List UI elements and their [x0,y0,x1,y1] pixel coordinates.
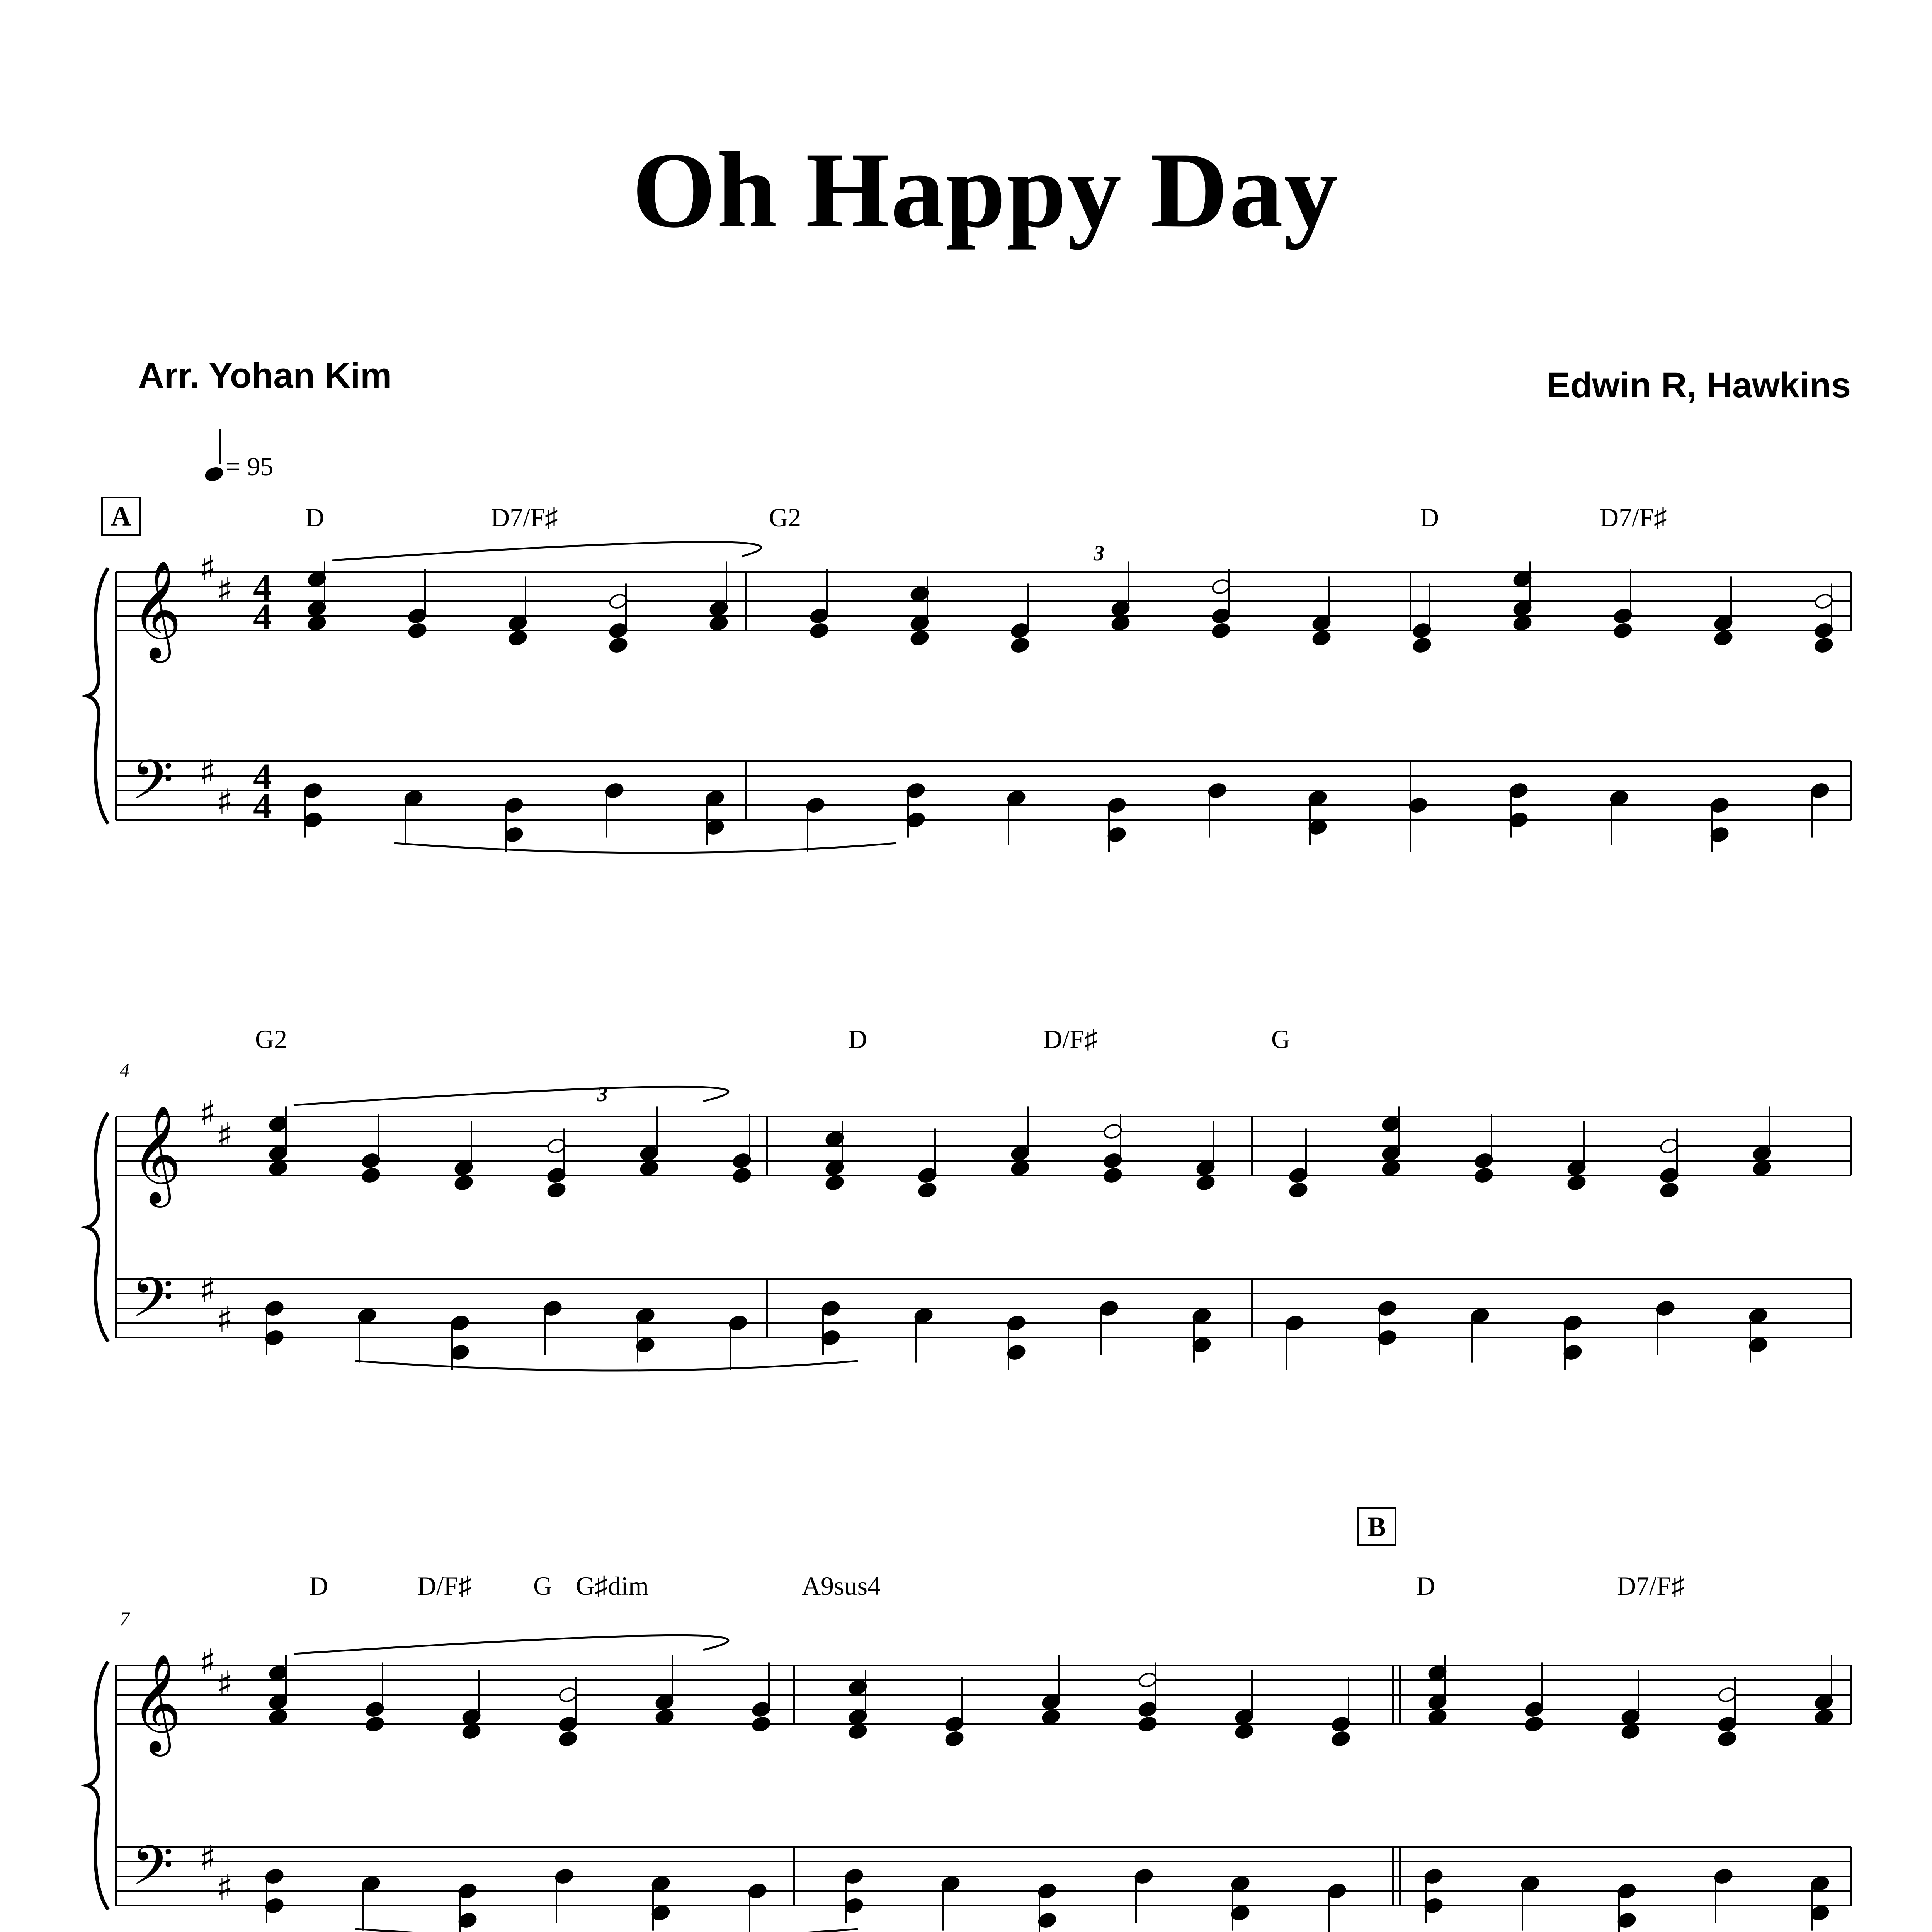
time-signature-denominator: 4 [253,596,272,637]
note-head [1613,622,1633,639]
chord-symbol: G♯dim [576,1571,649,1600]
note-head [1041,1708,1061,1725]
sharp-icon: ♯ [199,1093,216,1134]
time-signature-denominator: 4 [253,785,272,827]
tuplet-label: 3 [1094,541,1104,565]
note-head [1566,1174,1587,1191]
note-head [508,629,528,646]
note-head [1717,1730,1737,1747]
measure-number: 7 [120,1608,129,1629]
note-head [307,614,327,632]
slur [294,1087,728,1105]
sharp-icon: ♯ [216,1299,233,1340]
sharp-icon: ♯ [199,548,216,589]
treble-clef-icon: 𝄞 [131,560,182,658]
measure-number: 4 [120,1059,129,1081]
note-head [848,1723,868,1740]
note-head [268,1708,288,1725]
note-head [1311,629,1332,646]
note-head [1111,614,1131,632]
time-signature-numerator: 4 [253,756,272,797]
note-head [1474,1167,1494,1184]
staff-system-3 [0,1607,1932,1932]
chord-symbol: D7/F♯ [1617,1571,1684,1600]
note-head [1211,622,1231,639]
note-head [1381,1159,1401,1177]
note-head [558,1730,578,1747]
sharp-icon: ♯ [199,1838,216,1879]
arranger-credit: Arr. Yohan Kim [138,356,392,395]
note-head [917,1181,937,1199]
sharp-icon: ♯ [216,1664,233,1704]
note-head [1621,1723,1641,1740]
note-head [1196,1174,1216,1191]
note-head [1138,1715,1158,1733]
staff-system-1 [0,537,1932,885]
note-head [454,1174,474,1191]
note-head [1713,629,1733,646]
note-head [268,1159,288,1177]
note-head [751,1715,771,1733]
note-head [407,622,427,639]
sharp-icon: ♯ [199,1270,216,1311]
bass-clef-icon: 𝄢 [131,1266,174,1343]
chord-symbol: D7/F♯ [1600,503,1667,532]
note-head [732,1167,752,1184]
bass-clef-icon: 𝄢 [131,748,174,825]
note-head [361,1167,381,1184]
note-head [461,1723,481,1740]
sharp-icon: ♯ [216,1115,233,1156]
note-head [655,1708,675,1725]
chord-symbol: G2 [255,1024,287,1054]
brace-icon [87,568,108,824]
treble-clef-icon: 𝄞 [131,1653,182,1752]
sharp-icon: ♯ [216,1867,233,1908]
chord-symbol: D [305,503,325,532]
note-head [1103,1167,1123,1184]
note-head [809,622,829,639]
note-head [1412,636,1432,654]
chord-symbol: D7/F♯ [491,503,558,532]
chord-symbol: D [848,1024,867,1054]
note-head [1814,1708,1834,1725]
brace-icon [87,1662,108,1910]
composer-credit: Edwin R, Hawkins [1546,366,1851,405]
slur [332,542,761,560]
tempo-marking [205,440,273,482]
staff-system-2 [0,1059,1932,1445]
tie [355,1929,858,1932]
rehearsal-mark-a: A [101,497,141,536]
treble-clef-icon: 𝄞 [131,1104,182,1203]
chord-symbol: G [1271,1024,1291,1054]
tuplet-label: 3 [597,1082,608,1106]
note-head [608,636,628,654]
note-head [1010,1159,1030,1177]
sharp-icon: ♯ [199,1642,216,1682]
tie [355,1361,858,1371]
sharp-icon: ♯ [199,752,216,793]
note-head [365,1715,385,1733]
note-head [944,1730,964,1747]
chord-symbol: D/F♯ [1043,1024,1097,1054]
chord-symbol: D [309,1571,328,1600]
note-head [910,629,930,646]
brace-icon [87,1113,108,1342]
chord-symbol: D [1420,503,1439,532]
sharp-icon: ♯ [216,570,233,611]
rehearsal-mark-b: B [1357,1507,1396,1546]
chord-symbol: A9sus4 [802,1571,881,1600]
note-head [1512,614,1532,632]
chord-symbol: D [1416,1571,1435,1600]
sharp-icon: ♯ [216,782,233,822]
note-head [1234,1723,1254,1740]
note-head [546,1181,566,1199]
note-head [1752,1159,1772,1177]
note-head [1427,1708,1447,1725]
note-head [1524,1715,1544,1733]
slur [294,1635,728,1654]
note-head [709,614,729,632]
note-head [1814,636,1834,654]
song-title: Oh Happy Day [632,130,1339,250]
chord-symbol: G2 [769,503,801,532]
note-head [1288,1181,1308,1199]
note-head [1010,636,1030,654]
time-signature-numerator: 4 [253,566,272,608]
note-head [639,1159,659,1177]
tempo-value: = 95 [226,452,274,481]
quarter-note-icon [203,465,225,483]
chord-symbol: D/F♯ [417,1571,471,1600]
note-head [825,1174,845,1191]
bass-clef-icon: 𝄢 [131,1834,174,1911]
note-head [1659,1181,1679,1199]
tie [394,843,896,853]
chord-symbol: G [533,1571,553,1600]
note-head [1331,1730,1351,1747]
